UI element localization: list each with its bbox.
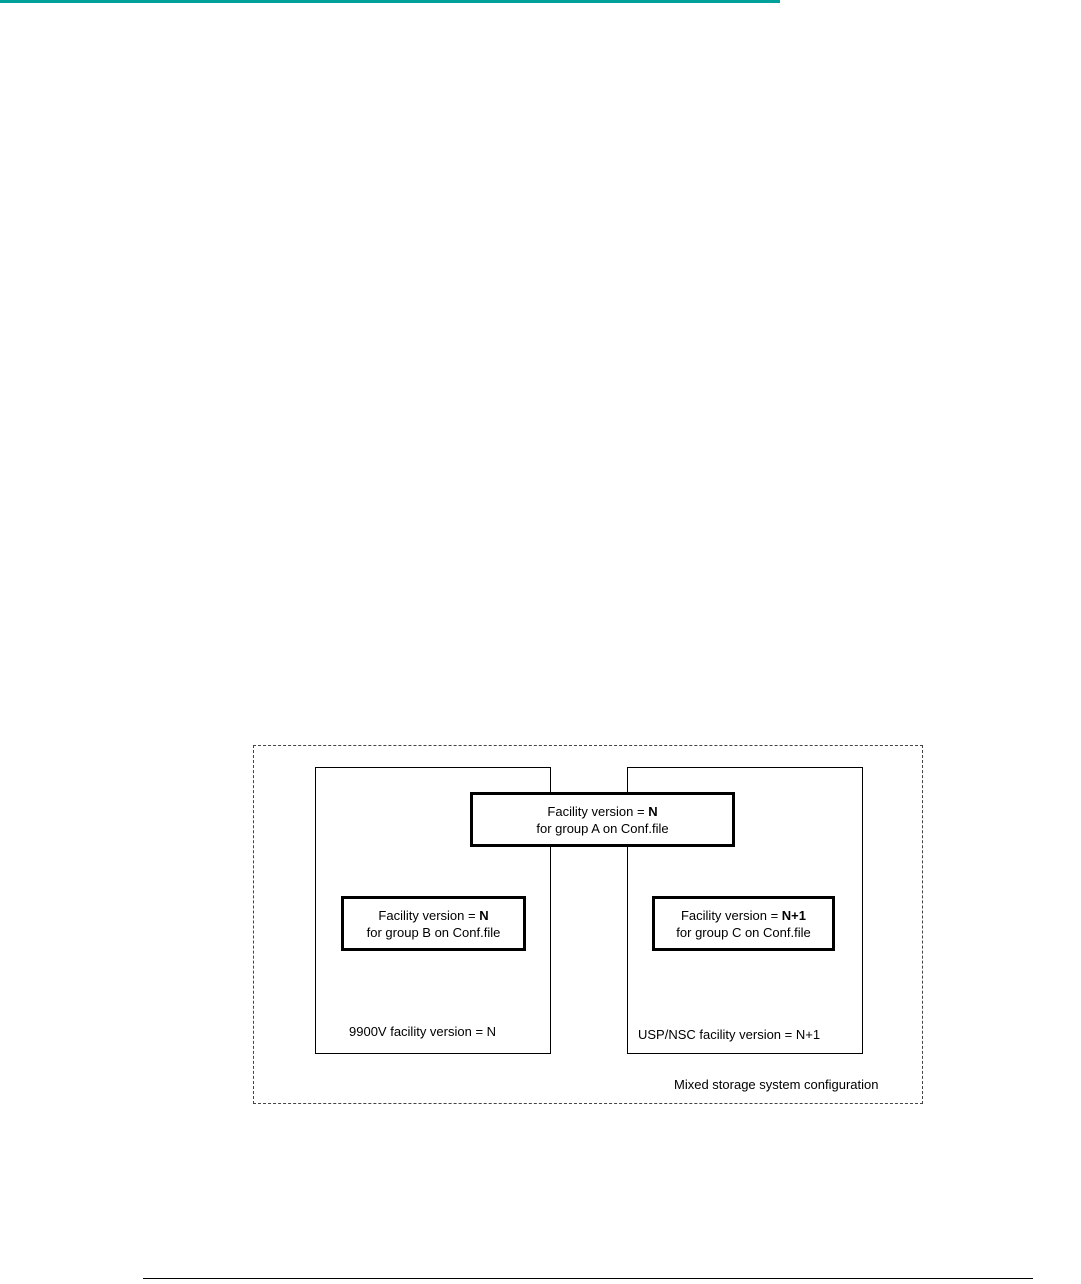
group-c-version-prefix: Facility version = bbox=[680, 907, 782, 923]
group-c-version-value: N+1 bbox=[781, 907, 806, 923]
mixed-configuration-label: Mixed storage system configuration bbox=[674, 1077, 879, 1092]
group-b-version-prefix: Facility version = bbox=[378, 907, 480, 923]
group-c-version-line bbox=[681, 907, 806, 924]
system-9900v-label: 9900V facility version = N bbox=[349, 1024, 497, 1039]
top-accent-rule bbox=[0, 0, 780, 3]
group-b-version-line bbox=[378, 907, 488, 924]
group-c-box bbox=[652, 896, 835, 951]
system-usp-nsc-label: USP/NSC facility version = N+1 bbox=[638, 1027, 821, 1042]
group-b-conf-text: for group B on Conf.file bbox=[366, 924, 501, 940]
group-b-version-value: N bbox=[479, 907, 489, 923]
group-c-conf-text: for group C on Conf.file bbox=[676, 924, 811, 940]
bottom-rule bbox=[143, 1278, 1033, 1279]
group-a-version-value: N bbox=[648, 803, 658, 819]
group-a-conf-text: for group A on Conf.file bbox=[536, 820, 669, 836]
group-a-version-line bbox=[547, 803, 657, 820]
group-a-version-prefix: Facility version = bbox=[547, 803, 649, 819]
group-a-box bbox=[470, 792, 735, 847]
group-b-box bbox=[341, 896, 526, 951]
